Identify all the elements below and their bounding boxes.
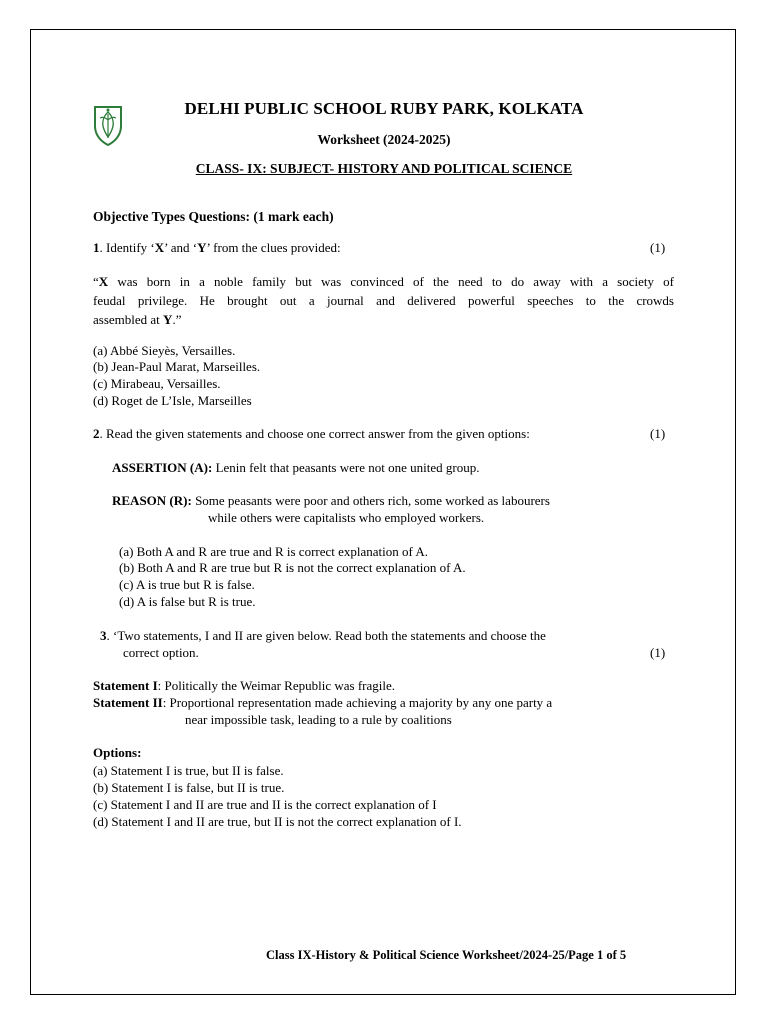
question-3-mark: (1) — [650, 645, 666, 660]
question-3-text-continued: correct option. — [123, 645, 199, 660]
statement-2 — [93, 695, 552, 711]
question-3-option: (c) Statement I and II are true and II is the correct explanation of I — [93, 797, 437, 812]
question-3 — [100, 628, 546, 644]
reason — [112, 493, 550, 509]
question-2-option: (c) A is true but R is false. — [119, 577, 255, 592]
question-3-text: . ‘Two statements, I and II are given below. Read both the statements and choose the — [106, 628, 546, 643]
question-1-option: (c) Mirabeau, Versailles. — [93, 376, 221, 391]
question-3-option: (a) Statement I is true, but II is false. — [93, 763, 284, 778]
question-1-quote-line-2: feudal privilege. He brought out a journal and delivered powerful speeches to the crowds — [93, 293, 674, 308]
statement-2-label: Statement II — [93, 695, 163, 710]
assertion-label: ASSERTION (A): — [112, 460, 213, 475]
question-1-option: (b) Jean-Paul Marat, Marseilles. — [93, 359, 261, 374]
question-2-option: (d) A is false but R is true. — [119, 594, 256, 609]
question-3-number: 3 — [100, 628, 107, 643]
statement-2-text: : Proportional representation made achieving a majority by any one party a — [162, 695, 553, 710]
class-subject-title: CLASS- IX: SUBJECT- HISTORY AND POLITICAL SCIENCE — [195, 161, 573, 176]
question-1-quote-line-3: assembled at Y.” — [93, 312, 182, 327]
statement-1-label: Statement I — [93, 678, 158, 693]
question-1-quote-line-1: “X was born in a noble family but was convinced of the need to do away with a society of — [93, 274, 674, 289]
reason-text: Some peasants were poor and others rich, some worked as labourers — [191, 493, 550, 508]
statement-1 — [93, 678, 395, 694]
section-title: Objective Types Questions: (1 mark each) — [93, 209, 334, 224]
question-2-option: (a) Both A and R are true and R is correct explanation of A. — [119, 544, 429, 559]
question-1-text: . Identify ‘X’ and ‘Y’ from the clues provided: — [99, 240, 341, 255]
school-name: DELHI PUBLIC SCHOOL RUBY PARK, KOLKATA — [184, 99, 584, 118]
options-label: Options: — [93, 745, 142, 760]
question-1 — [93, 240, 341, 256]
question-2-number: 2 — [93, 426, 100, 441]
statement-2-text-continued: near impossible task, leading to a rule by coalitions — [185, 712, 452, 727]
question-2-option: (b) Both A and R are true but R is not the correct explanation of A. — [119, 560, 466, 575]
assertion — [112, 460, 479, 476]
question-3-option: (b) Statement I is false, but II is true. — [93, 780, 285, 795]
question-1-mark: (1) — [650, 240, 666, 255]
worksheet-title: Worksheet (2024-2025) — [317, 132, 451, 147]
question-3-option: (d) Statement I and II are true, but II is not the correct explanation of I. — [93, 814, 462, 829]
page-footer: Class IX-History & Political Science Worksheet/2024-25/Page 1 of 5 — [266, 948, 627, 962]
reason-label: REASON (R): — [112, 493, 192, 508]
reason-text-continued: while others were capitalists who employed workers. — [208, 510, 485, 525]
question-2-mark: (1) — [650, 426, 666, 441]
question-2-text: . Read the given statements and choose one correct answer from the given options: — [99, 426, 530, 441]
statement-1-text: : Politically the Weimar Republic was fragile. — [157, 678, 395, 693]
question-1-option: (d) Roget de L’Isle, Marseilles — [93, 393, 252, 408]
question-1-option: (a) Abbé Sieyès, Versailles. — [93, 343, 236, 358]
question-2 — [93, 426, 530, 442]
question-1-number: 1 — [93, 240, 100, 255]
assertion-text: Lenin felt that peasants were not one united group. — [212, 460, 480, 475]
